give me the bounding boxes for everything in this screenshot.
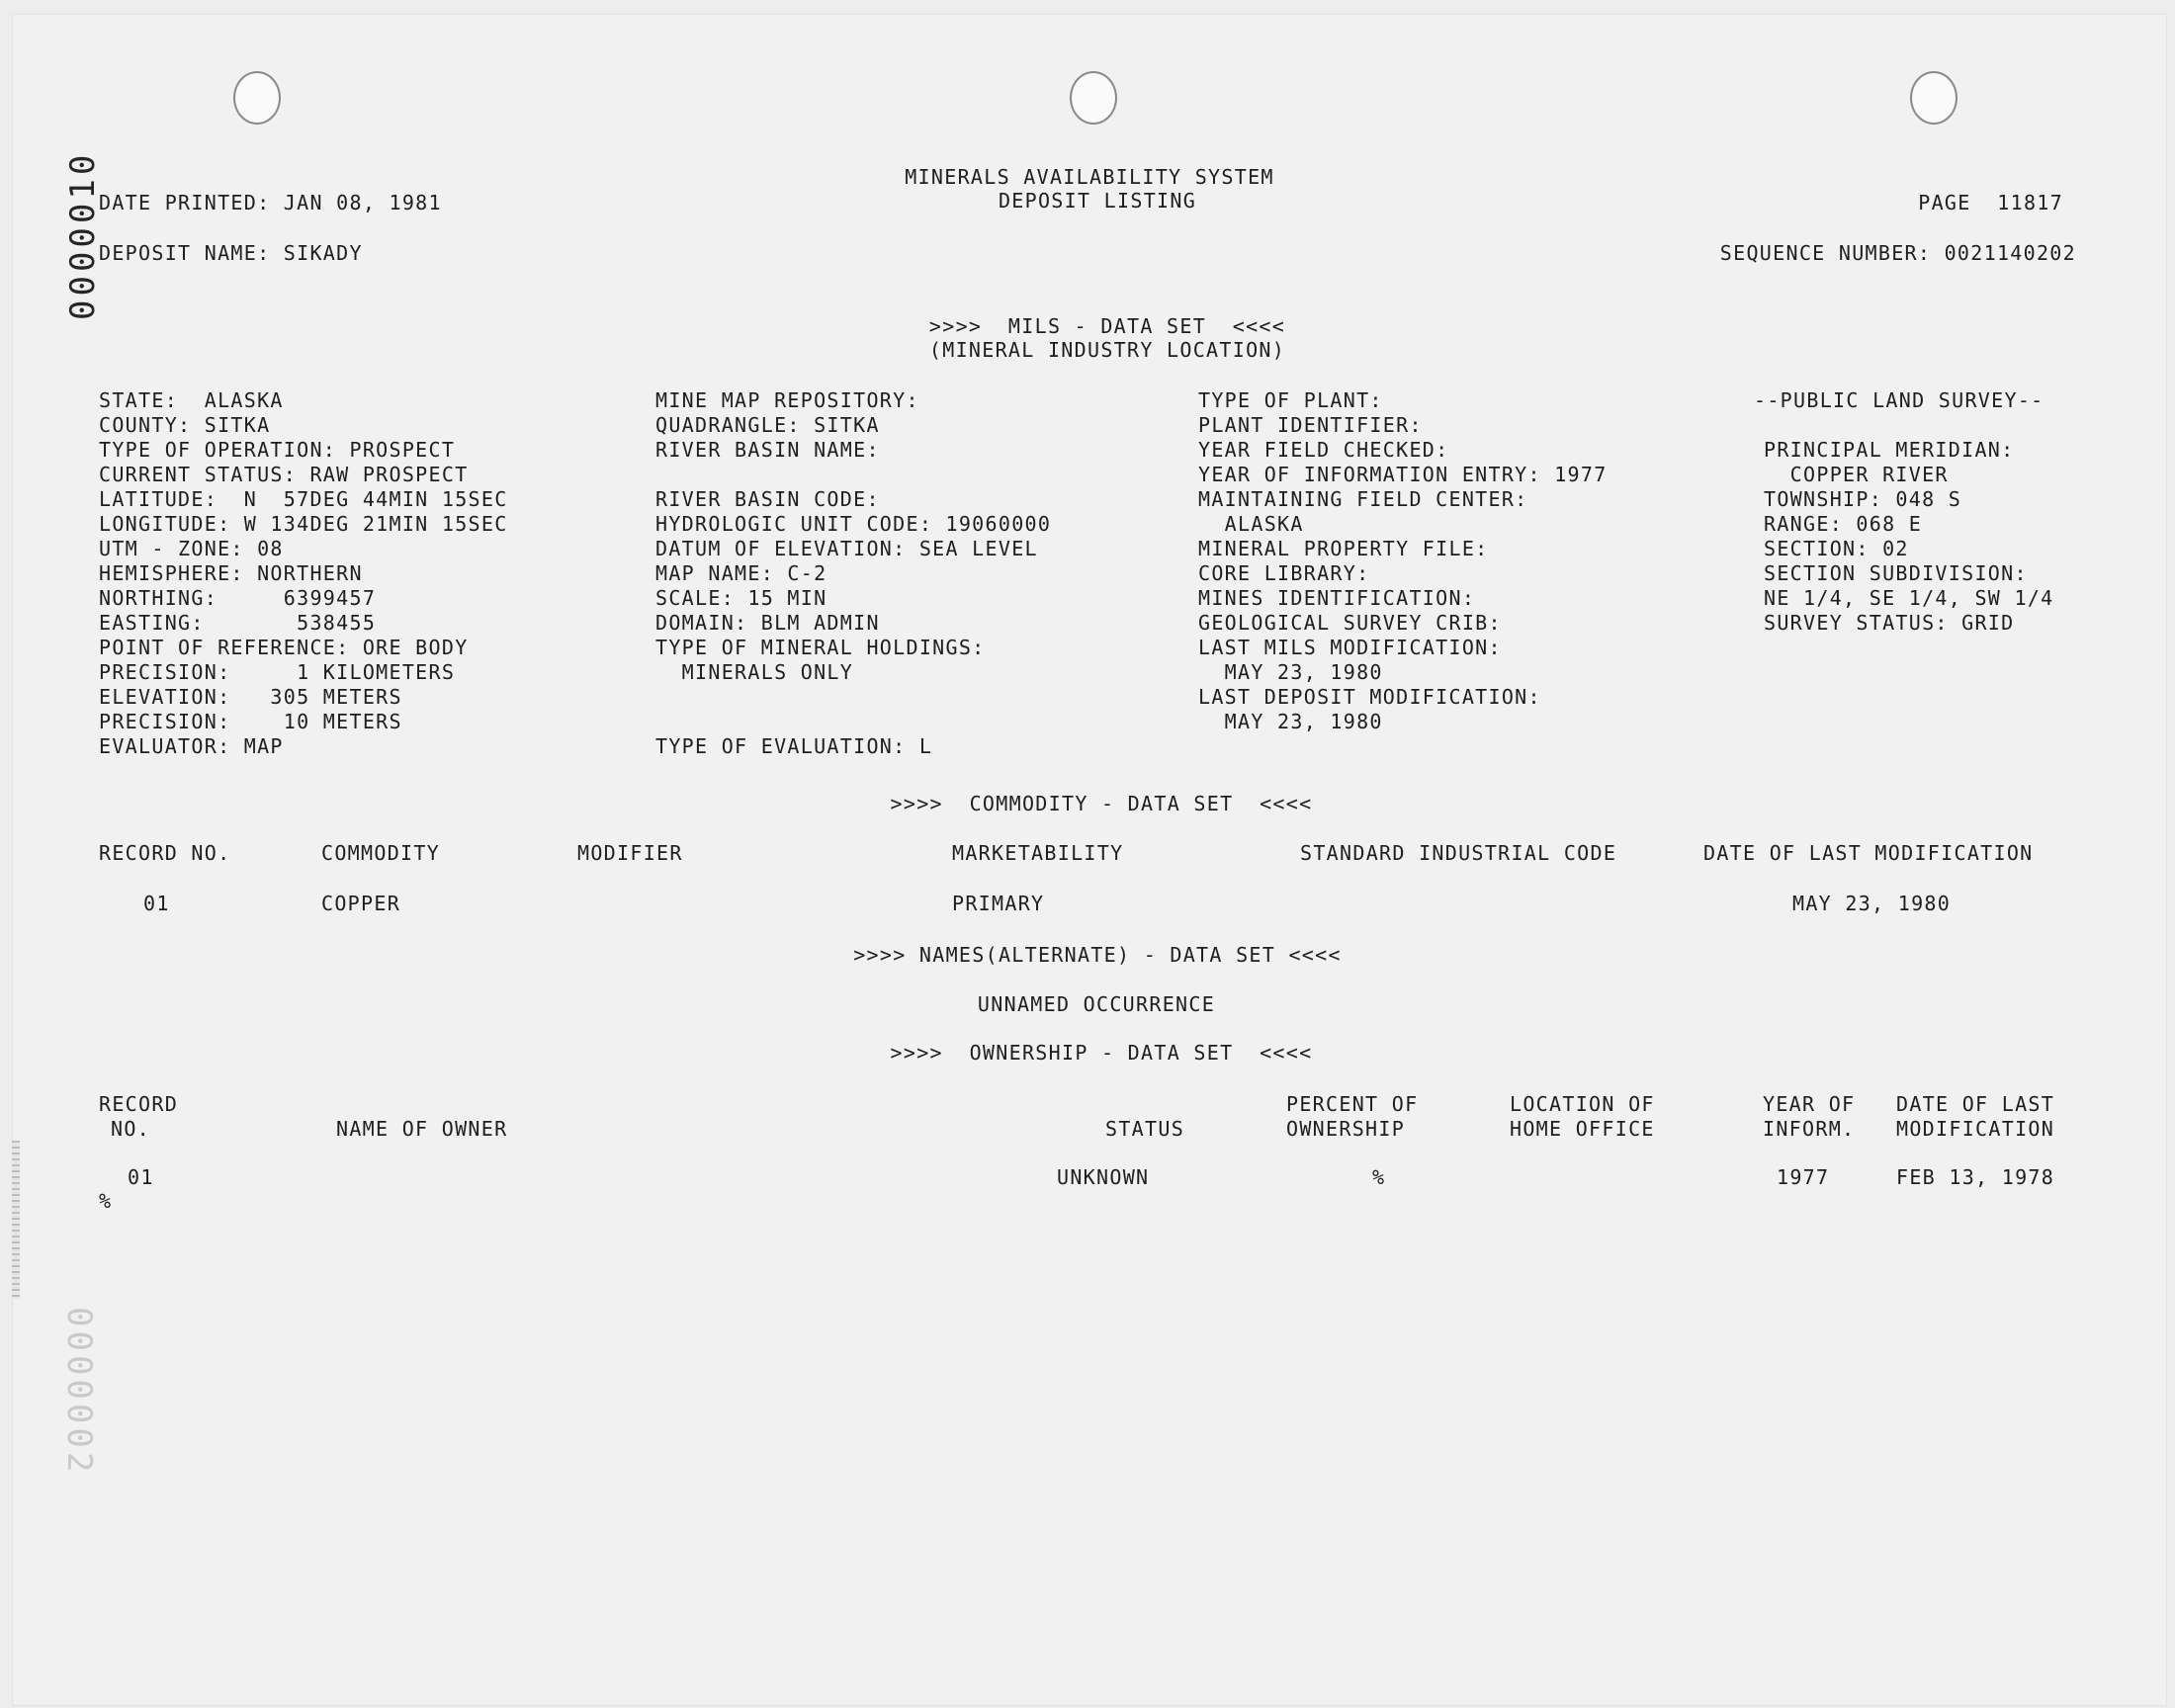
ownership-header-location-2: HOME OFFICE <box>1510 1117 1655 1141</box>
mils-subtitle: (MINERAL INDUSTRY LOCATION) <box>928 338 1286 362</box>
mils-field: STATE: ALASKA <box>99 388 284 412</box>
mils-field: NORTHING: 6399457 <box>99 586 377 610</box>
ownership-header-date-2: MODIFICATION <box>1896 1117 2055 1141</box>
punch-hole <box>233 71 281 125</box>
deposit-name: DEPOSIT NAME: SIKADY <box>99 241 363 265</box>
punch-hole <box>1070 71 1117 125</box>
sequence-number: SEQUENCE NUMBER: 0021140202 <box>1719 241 2076 265</box>
mils-field: TYPE OF PLANT: <box>1198 388 1383 412</box>
date-printed: DATE PRINTED: JAN 08, 1981 <box>99 191 442 214</box>
mils-field: SCALE: 15 MIN <box>655 586 827 610</box>
ownership-end-marker: % <box>99 1189 113 1213</box>
mils-field: COUNTY: SITKA <box>99 413 271 437</box>
mils-field: SECTION SUBDIVISION: <box>1764 561 2028 585</box>
mils-location-column <box>99 388 508 759</box>
names-banner: >>>> NAMES(ALTERNATE) - DATA SET <<<< <box>853 943 1342 967</box>
frame-number-stamp-faint: 0000002 <box>59 1307 99 1477</box>
mils-field: SURVEY STATUS: GRID <box>1764 611 2015 635</box>
mils-field: ELEVATION: 305 METERS <box>99 685 402 709</box>
mils-field: SECTION: 02 <box>1764 537 1909 560</box>
mils-field: POINT OF REFERENCE: ORE BODY <box>99 636 469 659</box>
alternate-name: UNNAMED OCCURRENCE <box>977 992 1216 1016</box>
mils-field: LAST MILS MODIFICATION: <box>1198 636 1502 659</box>
ownership-banner: >>>> OWNERSHIP - DATA SET <<<< <box>890 1041 1313 1065</box>
mils-field: RIVER BASIN CODE: <box>655 487 880 511</box>
public-land-survey-column <box>1754 388 2054 636</box>
commodity-header-date: DATE OF LAST MODIFICATION <box>1703 841 2034 865</box>
mils-field <box>1754 413 2054 438</box>
mils-field: UTM - ZONE: 08 <box>99 537 284 560</box>
commodity-header-modifier: MODIFIER <box>577 841 683 865</box>
mils-field: PRECISION: 10 METERS <box>99 710 402 733</box>
mils-field: TYPE OF EVALUATION: L <box>655 734 933 758</box>
ownership-header-status: STATUS <box>1105 1117 1185 1141</box>
commodity-marketability: PRIMARY <box>952 892 1045 915</box>
commodity-header-record: RECORD NO. <box>99 841 231 865</box>
mils-field: GEOLOGICAL SURVEY CRIB: <box>1198 611 1502 635</box>
commodity-last-modified: MAY 23, 1980 <box>1792 892 1952 915</box>
ownership-header-year-2: INFORM. <box>1763 1117 1856 1141</box>
mils-field: MAINTAINING FIELD CENTER: <box>1198 487 1528 511</box>
mils-field: TYPE OF MINERAL HOLDINGS: <box>655 636 986 659</box>
mils-field: NE 1/4, SE 1/4, SW 1/4 <box>1764 586 2054 610</box>
ownership-header-location-1: LOCATION OF <box>1510 1092 1655 1116</box>
mils-plant-column <box>1198 388 1608 734</box>
ownership-year: 1977 <box>1777 1165 1830 1189</box>
mils-field: LATITUDE: N 57DEG 44MIN 15SEC <box>99 487 508 511</box>
mils-field: DATUM OF ELEVATION: SEA LEVEL <box>655 537 1038 560</box>
mils-field: MAY 23, 1980 <box>1198 660 1383 684</box>
ownership-header-date-1: DATE OF LAST <box>1896 1092 2055 1116</box>
mils-map-column <box>655 388 1051 759</box>
mils-field <box>655 463 1051 487</box>
ownership-header-owner: NAME OF OWNER <box>336 1117 508 1141</box>
mils-field: MINERAL PROPERTY FILE: <box>1198 537 1489 560</box>
commodity-name: COPPER <box>321 892 401 915</box>
document-page <box>12 14 2167 1706</box>
ownership-header-percent-1: PERCENT OF <box>1286 1092 1419 1116</box>
public-land-survey-title: --PUBLIC LAND SURVEY-- <box>1754 388 2044 412</box>
commodity-header-sic: STANDARD INDUSTRIAL CODE <box>1300 841 1617 865</box>
mils-field: ALASKA <box>1198 512 1304 536</box>
mils-field: RANGE: 068 E <box>1764 512 1923 536</box>
mils-field: DOMAIN: BLM ADMIN <box>655 611 880 635</box>
ownership-percent: % <box>1372 1165 1386 1189</box>
mils-field: PRINCIPAL MERIDIAN: <box>1764 438 2015 462</box>
mils-field <box>655 685 1051 710</box>
mils-field: RIVER BASIN NAME: <box>655 438 880 462</box>
mils-field: TYPE OF OPERATION: PROSPECT <box>99 438 456 462</box>
mils-field: COPPER RIVER <box>1764 463 1949 486</box>
mils-field: CURRENT STATUS: RAW PROSPECT <box>99 463 469 486</box>
mils-field: MINERALS ONLY <box>655 660 854 684</box>
mils-field: PLANT IDENTIFIER: <box>1198 413 1423 437</box>
ownership-header-record: RECORD <box>99 1092 179 1116</box>
mils-field: YEAR OF INFORMATION ENTRY: 1977 <box>1198 463 1608 486</box>
mils-field: EVALUATOR: MAP <box>99 734 284 758</box>
commodity-header-marketability: MARKETABILITY <box>952 841 1124 865</box>
mils-field: MINE MAP REPOSITORY: <box>655 388 919 412</box>
system-title: MINERALS AVAILABILITY SYSTEM <box>905 165 1274 189</box>
mils-field: PRECISION: 1 KILOMETERS <box>99 660 456 684</box>
ownership-last-modified: FEB 13, 1978 <box>1896 1165 2055 1189</box>
mils-field: QUADRANGLE: SITKA <box>655 413 880 437</box>
commodity-header-commodity: COMMODITY <box>321 841 441 865</box>
ownership-header-no: NO. <box>111 1117 151 1141</box>
mils-field: TOWNSHIP: 048 S <box>1764 487 1962 511</box>
mils-field: YEAR FIELD CHECKED: <box>1198 438 1449 462</box>
mils-field: LAST DEPOSIT MODIFICATION: <box>1198 685 1541 709</box>
mils-field: MAP NAME: C-2 <box>655 561 827 585</box>
ownership-record-no: 01 <box>128 1165 154 1189</box>
mils-field: HEMISPHERE: NORTHERN <box>99 561 363 585</box>
tractor-feed-edge <box>12 1141 20 1299</box>
ownership-status: UNKNOWN <box>1057 1165 1150 1189</box>
ownership-header-percent-2: OWNERSHIP <box>1286 1117 1406 1141</box>
mils-field: MINES IDENTIFICATION: <box>1198 586 1476 610</box>
frame-number-stamp: 0000010 <box>63 150 103 320</box>
mils-field: HYDROLOGIC UNIT CODE: 19060000 <box>655 512 1052 536</box>
page-number: PAGE 11817 <box>1918 191 2063 214</box>
commodity-banner: >>>> COMMODITY - DATA SET <<<< <box>890 792 1313 815</box>
mils-field: MAY 23, 1980 <box>1198 710 1383 733</box>
listing-title: DEPOSIT LISTING <box>998 189 1197 213</box>
mils-banner: >>>> MILS - DATA SET <<<< <box>928 314 1286 338</box>
mils-field: CORE LIBRARY: <box>1198 561 1370 585</box>
mils-field <box>655 710 1051 734</box>
mils-field: LONGITUDE: W 134DEG 21MIN 15SEC <box>99 512 508 536</box>
mils-field: EASTING: 538455 <box>99 611 377 635</box>
ownership-header-year-1: YEAR OF <box>1763 1092 1856 1116</box>
commodity-record-no: 01 <box>143 892 170 915</box>
punch-hole <box>1910 71 1958 125</box>
